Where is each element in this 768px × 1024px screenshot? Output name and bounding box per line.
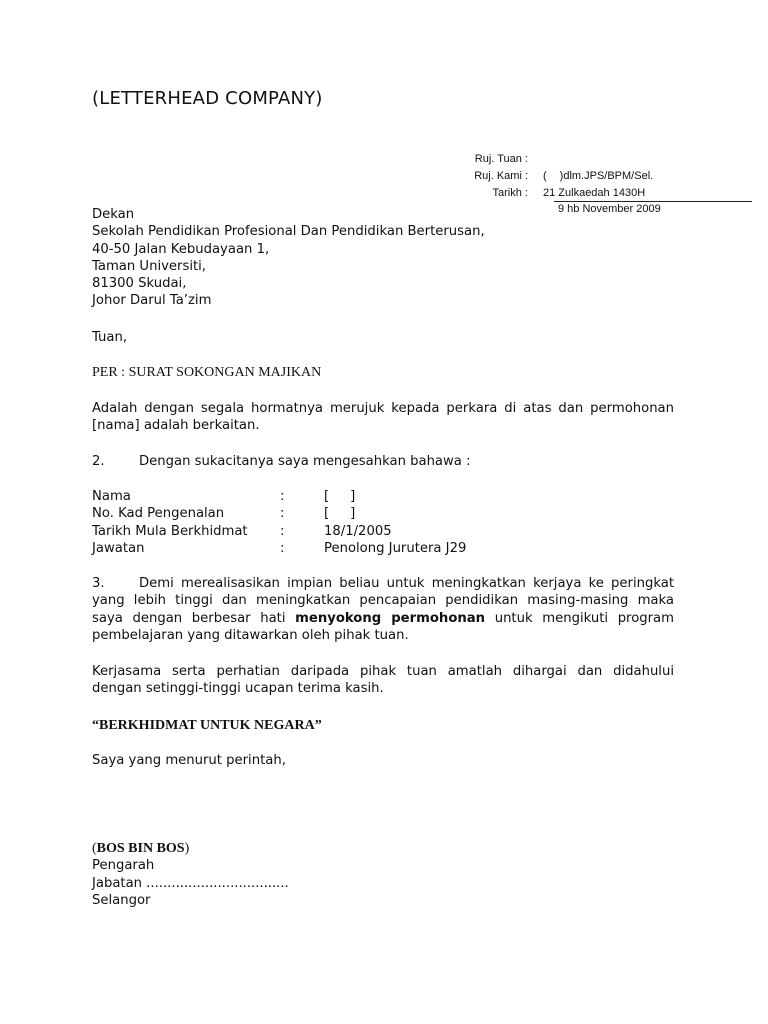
name-paren: ) [184,841,190,856]
paragraph-2 [92,453,674,470]
emphasis-text: menyokong permohonan [295,610,486,626]
paragraph-text: saya dengan berbesar hati [92,610,296,626]
detail-colon: : [280,506,285,522]
paragraph-line: yang lebih tinggi dan meningkatkan pencapaian pendidikan masing-masing maka [92,593,674,609]
paragraph-line [92,610,674,627]
ruj-kami-open-paren: ( [543,170,547,182]
motto: “BERKHIDMAT UNTUK NEGARA” [92,718,322,733]
detail-row-nama [92,488,674,505]
paragraph-line: pembelajaran yang ditawarkan oleh pihak tuan. [92,627,409,643]
paragraph-number: 2. [92,454,105,469]
paragraph-1 [92,400,674,435]
detail-colon: : [280,540,285,556]
recipient-line: Taman Universiti, [92,258,207,274]
subject-line: PER : SURAT SOKONGAN MAJIKAN [92,365,322,380]
detail-label: Nama [92,489,131,504]
recipient-address [92,206,674,310]
ref-row-tarikh [440,185,752,202]
detail-row-tarikh-mula [92,523,674,540]
ref-row-ruj-kami [440,168,752,185]
name-paren: ( [92,841,97,856]
detail-label: Jawatan [92,540,145,556]
closing-line: Saya yang menurut perintah, [92,753,286,768]
detail-row-kad-pengenalan [92,505,674,522]
paragraph-text: Dengan sukacitanya saya mengesahkan bahawa : [139,454,471,469]
signatory-position: Pengarah [92,858,155,874]
reference-block [440,151,752,202]
letterhead-title: (LETTERHEAD COMPANY) [92,88,323,109]
paragraph-4 [92,663,674,698]
paragraph-line: dengan setinggi-tinggi ucapan terima kasih. [92,681,384,697]
tarikh-hijri: 21 Zulkaedah 1430H [543,187,646,199]
employee-details [92,488,674,557]
recipient-line: Sekolah Pendidikan Profesional Dan Pendidikan Berterusan, [92,224,485,240]
paragraph-text: untuk mengikuti program [485,610,674,626]
ruj-kami-value-group [543,168,752,185]
tarikh-gregorian: 9 hb November 2009 [558,203,661,215]
paragraph-3 [92,575,674,644]
ref-row-ruj-tuan [440,151,752,168]
detail-row-jawatan [92,540,674,557]
ruj-tuan-label: Ruj. Tuan : [474,153,528,165]
salutation: Tuan, [92,330,128,345]
name-text: BOS BIN BOS [96,841,185,856]
tarikh-label: Tarikh : [492,187,528,199]
detail-value: [ ] [324,489,356,504]
detail-value: 18/1/2005 [324,523,392,539]
detail-value: Penolong Jurutera J29 [324,540,467,556]
recipient-line: 81300 Skudai, [92,276,187,292]
signatory-department: Jabatan .................................. [92,875,289,891]
signatory-state: Selangor [92,892,151,908]
paragraph-line [92,575,674,592]
paragraph-text: Demi merealisasikan impian beliau untuk meningkatkan kerjaya ke peringkat [139,576,674,591]
recipient-line: Dekan [92,207,135,222]
detail-colon: : [280,489,285,504]
signature-block [92,840,674,909]
detail-colon: : [280,523,285,539]
recipient-line: 40-50 Jalan Kebudayaan 1, [92,241,270,257]
ruj-kami-value: )dlm.JPS/BPM/Sel. [559,170,654,182]
ruj-tuan-value [543,151,752,168]
detail-value: [ ] [324,506,356,522]
signatory-name [92,840,674,857]
paragraph-line: Adalah dengan segala hormatnya merujuk kepada perkara di atas dan permohonan [92,401,674,416]
recipient-line: Johor Darul Ta’zim [92,293,212,309]
detail-label: Tarikh Mula Berkhidmat [92,523,248,539]
paragraph-number: 3. [92,576,105,591]
detail-label: No. Kad Pengenalan [92,506,225,522]
paragraph-line: Kerjasama serta perhatian daripada pihak tuan amatlah dihargai dan didahului [92,664,674,679]
paragraph-line: [nama] adalah berkaitan. [92,418,260,434]
ruj-kami-label: Ruj. Kami : [474,170,528,182]
